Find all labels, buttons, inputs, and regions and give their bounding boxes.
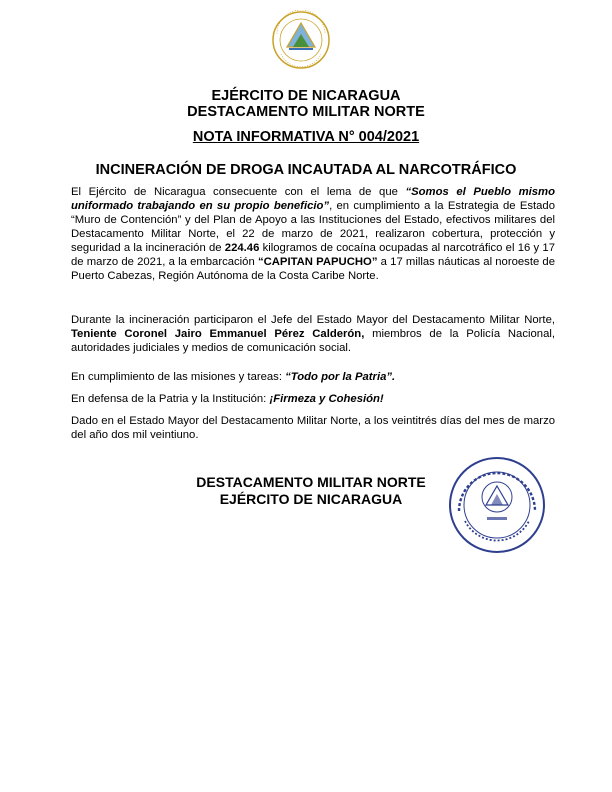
- p4-text-1: En defensa de la Patria y la Institución:: [71, 393, 270, 405]
- p1-quantity: 224.46: [224, 242, 260, 254]
- p2-text-2: miembros de la Policía Nacional, autoridades judiciales y medios de comunicación social.: [71, 328, 555, 354]
- p1-vessel-name: “CAPITAN PAPUCHO”: [257, 256, 378, 268]
- signature-line-1: DESTACAMENTO MILITAR NORTE: [196, 474, 426, 490]
- p1-text-1: El Ejército de Nicaragua consecuente con el lema de que: [71, 186, 406, 198]
- header-line-2: DESTACAMENTO MILITAR NORTE: [187, 104, 425, 120]
- p2-officer-name: Teniente Coronel Jairo Emmanuel Pérez Calderón,: [71, 328, 365, 340]
- header-line-1: EJÉRCITO DE NICARAGUA: [211, 88, 401, 104]
- signature-line-2: EJÉRCITO DE NICARAGUA: [219, 491, 403, 507]
- paragraph-4: [71, 392, 555, 406]
- nicaragua-coat-of-arms-icon: [271, 10, 331, 70]
- p5-text-1: Dado en el Estado Mayor del Destacamento Militar Norte, a los veintitrés días del mes de marzo del año dos mil veintiuno.: [71, 415, 555, 441]
- p4-motto: ¡Firmeza y Cohesión!: [269, 393, 384, 405]
- p3-motto: “Todo por la Patria”.: [285, 371, 396, 383]
- document-subtitle: INCINERACIÓN DE DROGA INCAUTADA AL NARCOTRÁFICO: [95, 162, 517, 178]
- p1-motto: “Somos el Pueblo mismo uniformado trabajando en su propio beneficio”: [71, 186, 555, 212]
- nota-title: NOTA INFORMATIVA N° 004/2021: [192, 129, 420, 145]
- official-stamp-icon: [447, 455, 547, 555]
- paragraph-3: [71, 370, 555, 384]
- p2-text-1: Durante la incineración participaron el Jefe del Estado Mayor del Destacamento Militar Norte,: [71, 314, 555, 326]
- paragraph-1: [71, 185, 555, 283]
- p1-text-2: , en cumplimiento a la Estrategia de Estado “Muro de Contención” y del Plan de Apoyo a las Instituciones del Estado, efectivos militares del Destacamento Militar Norte, el 22 de marzo de 2021, realizaron cobertura, protección y seguridad a la incineración de: [71, 200, 556, 254]
- paragraph-2: [71, 313, 555, 355]
- p1-text-4: a 17 millas náuticas al noroeste de Puerto Cabezas, Región Autónoma de la Costa Caribe Norte.: [71, 256, 556, 282]
- p3-text-1: En cumplimiento de las misiones y tareas:: [71, 371, 286, 383]
- paragraph-5: [71, 414, 555, 442]
- p1-text-3: kilogramos de cocaína ocupadas al narcotráfico el 16 y 17 de marzo de 2021, a la embarcación: [71, 242, 555, 268]
